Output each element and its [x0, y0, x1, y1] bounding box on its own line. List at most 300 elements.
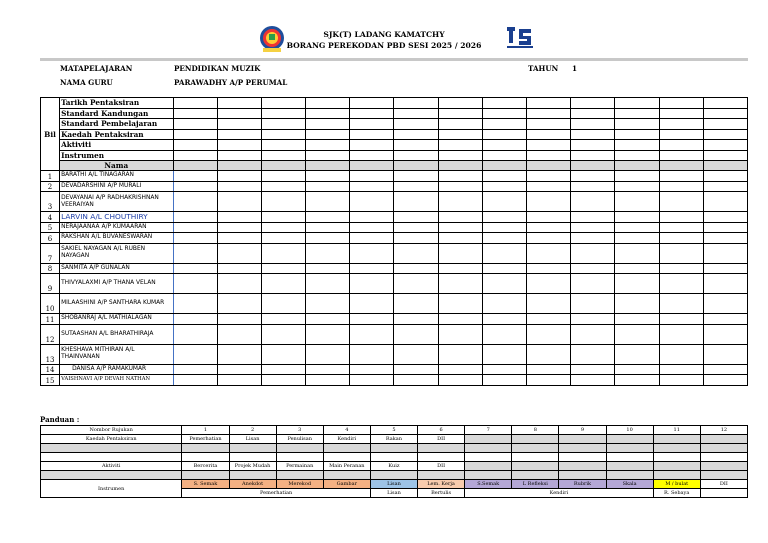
grid-cell[interactable] [438, 375, 482, 386]
grid-cell[interactable] [438, 263, 482, 274]
grid-cell[interactable] [615, 324, 659, 344]
grid-cell[interactable] [261, 119, 305, 130]
grid-cell[interactable] [703, 364, 747, 375]
grid-cell[interactable] [306, 119, 350, 130]
grid-cell[interactable] [527, 192, 571, 212]
grid-cell[interactable] [350, 294, 394, 314]
grid-cell[interactable] [571, 129, 615, 140]
grid-cell[interactable] [659, 119, 703, 130]
grid-cell[interactable] [571, 314, 615, 325]
grid-cell[interactable] [173, 181, 217, 192]
grid-cell[interactable] [659, 344, 703, 364]
grid-cell[interactable] [482, 243, 526, 263]
grid-cell[interactable] [217, 364, 261, 375]
grid-cell[interactable] [438, 344, 482, 364]
grid-cell[interactable] [306, 98, 350, 109]
grid-cell[interactable] [394, 171, 438, 182]
grid-cell[interactable] [217, 119, 261, 130]
grid-cell[interactable] [659, 140, 703, 151]
grid-cell[interactable] [615, 375, 659, 386]
grid-cell[interactable] [394, 233, 438, 244]
grid-cell[interactable] [615, 294, 659, 314]
grid-cell[interactable] [350, 233, 394, 244]
grid-cell[interactable] [482, 150, 526, 161]
grid-cell[interactable] [615, 150, 659, 161]
grid-cell[interactable] [394, 375, 438, 386]
grid-cell[interactable] [703, 129, 747, 140]
grid-cell[interactable] [173, 263, 217, 274]
grid-cell[interactable] [482, 314, 526, 325]
grid-cell[interactable] [438, 98, 482, 109]
grid-cell[interactable] [571, 324, 615, 344]
grid-cell[interactable] [527, 324, 571, 344]
grid-cell[interactable] [615, 364, 659, 375]
grid-cell[interactable] [217, 294, 261, 314]
grid-cell[interactable] [217, 274, 261, 294]
grid-cell[interactable] [217, 375, 261, 386]
grid-cell[interactable] [173, 375, 217, 386]
grid-cell[interactable] [261, 150, 305, 161]
grid-cell[interactable] [438, 364, 482, 375]
grid-cell[interactable] [703, 140, 747, 151]
student-name: SANMITA A/P GUNALAN [60, 263, 173, 274]
grid-cell[interactable] [527, 263, 571, 274]
grid-cell[interactable] [659, 243, 703, 263]
grid-cell[interactable] [482, 108, 526, 119]
grid-cell[interactable] [350, 192, 394, 212]
grid-cell[interactable] [527, 314, 571, 325]
grid-cell[interactable] [482, 181, 526, 192]
grid-cell[interactable] [615, 222, 659, 233]
grid-cell[interactable] [482, 129, 526, 140]
grid-cell[interactable] [438, 314, 482, 325]
grid-cell[interactable] [703, 274, 747, 294]
grid-cell[interactable] [527, 243, 571, 263]
grid-cell[interactable] [261, 294, 305, 314]
grid-cell[interactable] [571, 212, 615, 223]
grid-cell[interactable] [350, 314, 394, 325]
grid-cell[interactable] [261, 140, 305, 151]
grid-cell[interactable] [571, 263, 615, 274]
grid-cell[interactable] [394, 294, 438, 314]
grid-cell[interactable] [217, 314, 261, 325]
grid-cell[interactable] [482, 161, 526, 171]
grid-cell[interactable] [659, 108, 703, 119]
grid-cell[interactable] [173, 314, 217, 325]
grid-cell[interactable] [703, 171, 747, 182]
grid-cell[interactable] [703, 181, 747, 192]
grid-cell[interactable] [482, 140, 526, 151]
grid-cell[interactable] [173, 212, 217, 223]
grid-cell[interactable] [527, 119, 571, 130]
grid-cell[interactable] [527, 171, 571, 182]
grid-cell[interactable] [350, 161, 394, 171]
grid-cell[interactable] [261, 98, 305, 109]
grid-cell[interactable] [527, 129, 571, 140]
grid-cell[interactable] [350, 222, 394, 233]
grid-cell[interactable] [350, 344, 394, 364]
grid-cell[interactable] [571, 108, 615, 119]
grid-cell[interactable] [527, 140, 571, 151]
grid-cell[interactable] [217, 161, 261, 171]
grid-cell[interactable] [261, 243, 305, 263]
grid-cell[interactable] [703, 233, 747, 244]
grid-cell[interactable] [306, 243, 350, 263]
grid-cell[interactable] [615, 263, 659, 274]
grid-cell[interactable] [482, 344, 526, 364]
grid-cell[interactable] [350, 212, 394, 223]
grid-cell[interactable] [217, 129, 261, 140]
grid-cell[interactable] [394, 274, 438, 294]
grid-cell[interactable] [438, 150, 482, 161]
grid-cell[interactable] [527, 274, 571, 294]
grid-cell[interactable] [173, 222, 217, 233]
grid-cell[interactable] [173, 294, 217, 314]
grid-cell[interactable] [350, 119, 394, 130]
grid-cell[interactable] [350, 171, 394, 182]
grid-cell[interactable] [394, 192, 438, 212]
grid-cell[interactable] [394, 324, 438, 344]
grid-cell[interactable] [615, 129, 659, 140]
grid-cell[interactable] [394, 344, 438, 364]
grid-cell[interactable] [615, 181, 659, 192]
grid-cell[interactable] [350, 324, 394, 344]
grid-cell[interactable] [659, 171, 703, 182]
grid-cell[interactable] [438, 119, 482, 130]
grid-cell[interactable] [703, 375, 747, 386]
grid-cell[interactable] [571, 233, 615, 244]
grid-cell[interactable] [306, 314, 350, 325]
grid-cell[interactable] [659, 233, 703, 244]
grid-cell[interactable] [217, 192, 261, 212]
grid-cell[interactable] [615, 171, 659, 182]
grid-cell[interactable] [482, 294, 526, 314]
grid-cell[interactable] [615, 140, 659, 151]
grid-cell[interactable] [703, 98, 747, 109]
grid-cell[interactable] [261, 192, 305, 212]
grid-cell[interactable] [261, 274, 305, 294]
grid-cell[interactable] [438, 129, 482, 140]
grid-cell[interactable] [173, 233, 217, 244]
grid-cell[interactable] [703, 161, 747, 171]
grid-cell[interactable] [703, 150, 747, 161]
grid-cell[interactable] [350, 375, 394, 386]
grid-cell[interactable] [659, 192, 703, 212]
grid-cell[interactable] [615, 119, 659, 130]
grid-cell[interactable] [217, 98, 261, 109]
grid-cell[interactable] [482, 192, 526, 212]
grid-cell[interactable] [703, 324, 747, 344]
grid-cell[interactable] [482, 119, 526, 130]
grid-cell[interactable] [350, 274, 394, 294]
grid-cell[interactable] [527, 98, 571, 109]
grid-cell[interactable] [217, 233, 261, 244]
grid-cell[interactable] [482, 263, 526, 274]
grid-cell[interactable] [527, 364, 571, 375]
legend-number: 6 [418, 426, 465, 435]
grid-cell[interactable] [659, 263, 703, 274]
grid-cell[interactable] [350, 98, 394, 109]
grid-cell[interactable] [527, 161, 571, 171]
grid-cell[interactable] [350, 140, 394, 151]
grid-cell[interactable] [173, 243, 217, 263]
grid-cell[interactable] [615, 233, 659, 244]
grid-cell[interactable] [217, 181, 261, 192]
grid-cell[interactable] [438, 171, 482, 182]
grid-cell[interactable] [703, 314, 747, 325]
grid-cell[interactable] [615, 243, 659, 263]
grid-cell[interactable] [659, 274, 703, 294]
grid-cell[interactable] [217, 140, 261, 151]
grid-cell[interactable] [306, 222, 350, 233]
grid-cell[interactable] [173, 192, 217, 212]
grid-cell[interactable] [571, 375, 615, 386]
grid-cell[interactable] [482, 98, 526, 109]
grid-cell[interactable] [306, 140, 350, 151]
legend-blank [276, 453, 323, 462]
grid-cell[interactable] [615, 212, 659, 223]
row-header: Aktiviti [60, 140, 173, 151]
grid-cell[interactable] [173, 274, 217, 294]
grid-cell[interactable] [350, 108, 394, 119]
grid-cell[interactable] [217, 263, 261, 274]
grid-cell[interactable] [306, 274, 350, 294]
grid-cell[interactable] [571, 243, 615, 263]
grid-cell[interactable] [217, 212, 261, 223]
grid-cell[interactable] [261, 171, 305, 182]
grid-cell[interactable] [438, 222, 482, 233]
grid-cell[interactable] [261, 129, 305, 140]
grid-cell[interactable] [350, 243, 394, 263]
grid-cell[interactable] [217, 324, 261, 344]
grid-cell[interactable] [261, 263, 305, 274]
grid-cell[interactable] [571, 344, 615, 364]
grid-cell[interactable] [306, 192, 350, 212]
grid-cell[interactable] [571, 98, 615, 109]
grid-cell[interactable] [306, 161, 350, 171]
grid-cell[interactable] [659, 375, 703, 386]
legend-kaedah-item: Penulisan [276, 435, 323, 444]
grid-cell[interactable] [261, 233, 305, 244]
grid-cell[interactable] [659, 294, 703, 314]
grid-cell[interactable] [703, 263, 747, 274]
grid-cell[interactable] [571, 364, 615, 375]
grid-cell[interactable] [306, 375, 350, 386]
grid-cell[interactable] [173, 119, 217, 130]
grid-cell[interactable] [438, 324, 482, 344]
grid-cell[interactable] [527, 108, 571, 119]
grid-cell[interactable] [394, 263, 438, 274]
grid-cell[interactable] [527, 181, 571, 192]
grid-cell[interactable] [438, 274, 482, 294]
grid-cell[interactable] [261, 375, 305, 386]
grid-cell[interactable] [173, 129, 217, 140]
grid-cell[interactable] [394, 222, 438, 233]
grid-cell[interactable] [394, 212, 438, 223]
grid-cell[interactable] [659, 98, 703, 109]
grid-cell[interactable] [438, 161, 482, 171]
grid-cell[interactable] [571, 222, 615, 233]
grid-cell[interactable] [482, 364, 526, 375]
grid-cell[interactable] [438, 181, 482, 192]
grid-cell[interactable] [173, 98, 217, 109]
grid-cell[interactable] [615, 314, 659, 325]
grid-cell[interactable] [615, 161, 659, 171]
legend-spacer [606, 471, 653, 480]
grid-cell[interactable] [659, 364, 703, 375]
grid-cell[interactable] [394, 140, 438, 151]
grid-cell[interactable] [527, 294, 571, 314]
grid-cell[interactable] [306, 324, 350, 344]
grid-cell[interactable] [306, 108, 350, 119]
grid-cell[interactable] [306, 294, 350, 314]
grid-cell[interactable] [482, 171, 526, 182]
grid-cell[interactable] [527, 233, 571, 244]
grid-cell[interactable] [659, 150, 703, 161]
grid-cell[interactable] [394, 161, 438, 171]
grid-cell[interactable] [615, 344, 659, 364]
grid-cell[interactable] [350, 364, 394, 375]
grid-cell[interactable] [306, 212, 350, 223]
grid-cell[interactable] [306, 181, 350, 192]
legend-empty [512, 462, 559, 471]
grid-cell[interactable] [482, 274, 526, 294]
grid-cell[interactable] [703, 294, 747, 314]
grid-cell[interactable] [615, 108, 659, 119]
grid-cell[interactable] [615, 98, 659, 109]
grid-cell[interactable] [659, 129, 703, 140]
grid-cell[interactable] [527, 344, 571, 364]
grid-cell[interactable] [217, 344, 261, 364]
grid-cell[interactable] [261, 212, 305, 223]
grid-cell[interactable] [438, 233, 482, 244]
grid-cell[interactable] [571, 181, 615, 192]
grid-cell[interactable] [571, 150, 615, 161]
grid-cell[interactable] [261, 181, 305, 192]
grid-cell[interactable] [703, 119, 747, 130]
grid-cell[interactable] [350, 150, 394, 161]
grid-cell[interactable] [173, 161, 217, 171]
grid-cell[interactable] [394, 181, 438, 192]
grid-cell[interactable] [350, 263, 394, 274]
grid-cell[interactable] [350, 129, 394, 140]
grid-cell[interactable] [703, 222, 747, 233]
grid-cell[interactable] [482, 222, 526, 233]
legend-spacer [41, 471, 182, 480]
grid-cell[interactable] [438, 243, 482, 263]
grid-cell[interactable] [350, 181, 394, 192]
grid-cell[interactable] [482, 212, 526, 223]
grid-cell[interactable] [615, 274, 659, 294]
grid-cell[interactable] [394, 108, 438, 119]
grid-cell[interactable] [571, 274, 615, 294]
grid-cell[interactable] [659, 324, 703, 344]
grid-cell[interactable] [571, 171, 615, 182]
grid-cell[interactable] [703, 212, 747, 223]
student-number: 8 [41, 263, 60, 274]
grid-cell[interactable] [394, 314, 438, 325]
grid-cell[interactable] [217, 222, 261, 233]
grid-cell[interactable] [438, 108, 482, 119]
grid-cell[interactable] [173, 150, 217, 161]
grid-cell[interactable] [261, 222, 305, 233]
grid-cell[interactable] [261, 364, 305, 375]
grid-cell[interactable] [571, 140, 615, 151]
grid-cell[interactable] [261, 314, 305, 325]
grid-cell[interactable] [703, 344, 747, 364]
grid-cell[interactable] [571, 294, 615, 314]
grid-cell[interactable] [527, 150, 571, 161]
grid-cell[interactable] [527, 212, 571, 223]
grid-cell[interactable] [394, 119, 438, 130]
grid-cell[interactable] [217, 243, 261, 263]
grid-cell[interactable] [217, 108, 261, 119]
grid-cell[interactable] [173, 171, 217, 182]
student-name: VAISHNAVI A/P DEVAH NATHAN [60, 375, 173, 386]
grid-cell[interactable] [438, 140, 482, 151]
grid-cell[interactable] [571, 119, 615, 130]
grid-cell[interactable] [394, 129, 438, 140]
grid-cell[interactable] [261, 324, 305, 344]
grid-cell[interactable] [438, 294, 482, 314]
grid-cell[interactable] [482, 324, 526, 344]
grid-cell[interactable] [659, 161, 703, 171]
grid-cell[interactable] [173, 108, 217, 119]
grid-cell[interactable] [306, 364, 350, 375]
grid-cell[interactable] [173, 140, 217, 151]
grid-cell[interactable] [438, 192, 482, 212]
grid-cell[interactable] [217, 171, 261, 182]
grid-cell[interactable] [703, 108, 747, 119]
grid-cell[interactable] [482, 375, 526, 386]
grid-cell[interactable] [306, 129, 350, 140]
grid-cell[interactable] [571, 192, 615, 212]
grid-cell[interactable] [659, 212, 703, 223]
grid-cell[interactable] [703, 192, 747, 212]
grid-cell[interactable] [306, 263, 350, 274]
grid-cell[interactable] [659, 314, 703, 325]
legend-spacer [323, 444, 370, 453]
grid-cell[interactable] [703, 243, 747, 263]
grid-cell[interactable] [261, 108, 305, 119]
grid-cell[interactable] [394, 98, 438, 109]
grid-cell[interactable] [261, 161, 305, 171]
legend-empty [512, 435, 559, 444]
grid-cell[interactable] [394, 150, 438, 161]
grid-cell[interactable] [261, 344, 305, 364]
grid-cell[interactable] [394, 364, 438, 375]
grid-cell[interactable] [306, 171, 350, 182]
grid-cell[interactable] [173, 364, 217, 375]
grid-cell[interactable] [615, 192, 659, 212]
legend-number: 10 [606, 426, 653, 435]
grid-cell[interactable] [527, 375, 571, 386]
grid-cell[interactable] [306, 233, 350, 244]
grid-cell[interactable] [306, 150, 350, 161]
student-number: 11 [41, 314, 60, 325]
grid-cell[interactable] [173, 324, 217, 344]
grid-cell[interactable] [217, 150, 261, 161]
grid-cell[interactable] [659, 181, 703, 192]
grid-cell[interactable] [438, 212, 482, 223]
grid-cell[interactable] [173, 344, 217, 364]
grid-cell[interactable] [659, 222, 703, 233]
grid-cell[interactable] [527, 222, 571, 233]
grid-cell[interactable] [306, 344, 350, 364]
grid-cell[interactable] [482, 233, 526, 244]
grid-cell[interactable] [394, 243, 438, 263]
grid-cell[interactable] [571, 161, 615, 171]
